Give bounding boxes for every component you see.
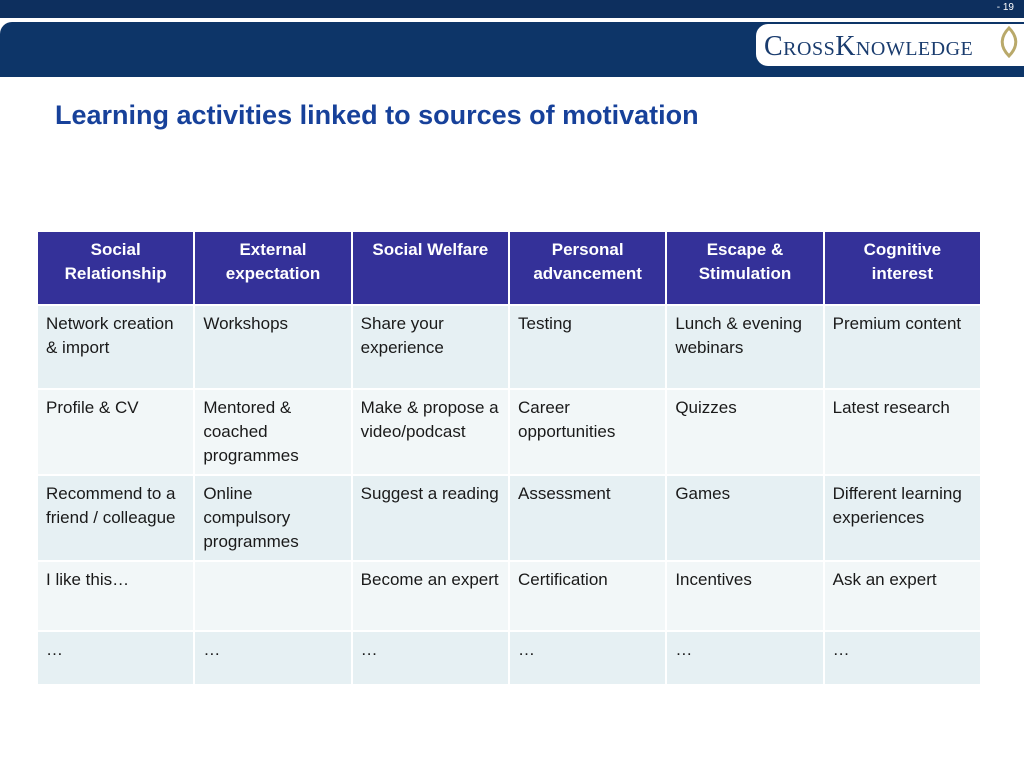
column-header: Escape & Stimulation bbox=[667, 232, 822, 304]
logo-text: CrossKnowledge bbox=[764, 31, 974, 62]
table-header-row bbox=[38, 232, 980, 304]
table-cell: I like this… bbox=[38, 562, 193, 630]
column-header: Cognitive interest bbox=[825, 232, 980, 304]
table-row bbox=[38, 632, 980, 684]
page-number: - 19 bbox=[996, 2, 1014, 13]
logo bbox=[754, 22, 1024, 68]
table-cell: Quizzes bbox=[667, 390, 822, 474]
slide-title: Learning activities linked to sources of motivation bbox=[55, 100, 699, 130]
table-cell: Lunch & evening webinars bbox=[667, 306, 822, 388]
table-row bbox=[38, 562, 980, 630]
table-cell: Make & propose a video/podcast bbox=[353, 390, 508, 474]
column-header: Social Welfare bbox=[353, 232, 508, 304]
table-cell: … bbox=[510, 632, 665, 684]
table-cell: Profile & CV bbox=[38, 390, 193, 474]
table-cell: Network creation & import bbox=[38, 306, 193, 388]
table-cell: … bbox=[667, 632, 822, 684]
table-cell: … bbox=[825, 632, 980, 684]
table-cell: Premium content bbox=[825, 306, 980, 388]
table-cell: Career opportunities bbox=[510, 390, 665, 474]
table-row bbox=[38, 476, 980, 560]
table-cell: … bbox=[38, 632, 193, 684]
table-cell: Assessment bbox=[510, 476, 665, 560]
table-cell: Certification bbox=[510, 562, 665, 630]
column-header: Personal advancement bbox=[510, 232, 665, 304]
table-cell: … bbox=[195, 632, 350, 684]
table-cell: Incentives bbox=[667, 562, 822, 630]
logo-leaf-icon bbox=[996, 26, 1022, 58]
table-cell bbox=[195, 562, 350, 630]
table-cell: Different learning experiences bbox=[825, 476, 980, 560]
table-row bbox=[38, 306, 980, 388]
motivation-table bbox=[36, 230, 982, 686]
table-row bbox=[38, 390, 980, 474]
table-cell: Recommend to a friend / colleague bbox=[38, 476, 193, 560]
table-cell: Suggest a reading bbox=[353, 476, 508, 560]
table-cell: Games bbox=[667, 476, 822, 560]
column-header: External expectation bbox=[195, 232, 350, 304]
table-cell: Ask an expert bbox=[825, 562, 980, 630]
table-cell: Latest research bbox=[825, 390, 980, 474]
column-header: Social Relationship bbox=[38, 232, 193, 304]
table-cell: … bbox=[353, 632, 508, 684]
table-cell: Mentored & coached programmes bbox=[195, 390, 350, 474]
table-cell: Online compulsory programmes bbox=[195, 476, 350, 560]
table-cell: Testing bbox=[510, 306, 665, 388]
table-cell: Become an expert bbox=[353, 562, 508, 630]
top-strip bbox=[0, 0, 1024, 18]
table-cell: Share your experience bbox=[353, 306, 508, 388]
table-cell: Workshops bbox=[195, 306, 350, 388]
